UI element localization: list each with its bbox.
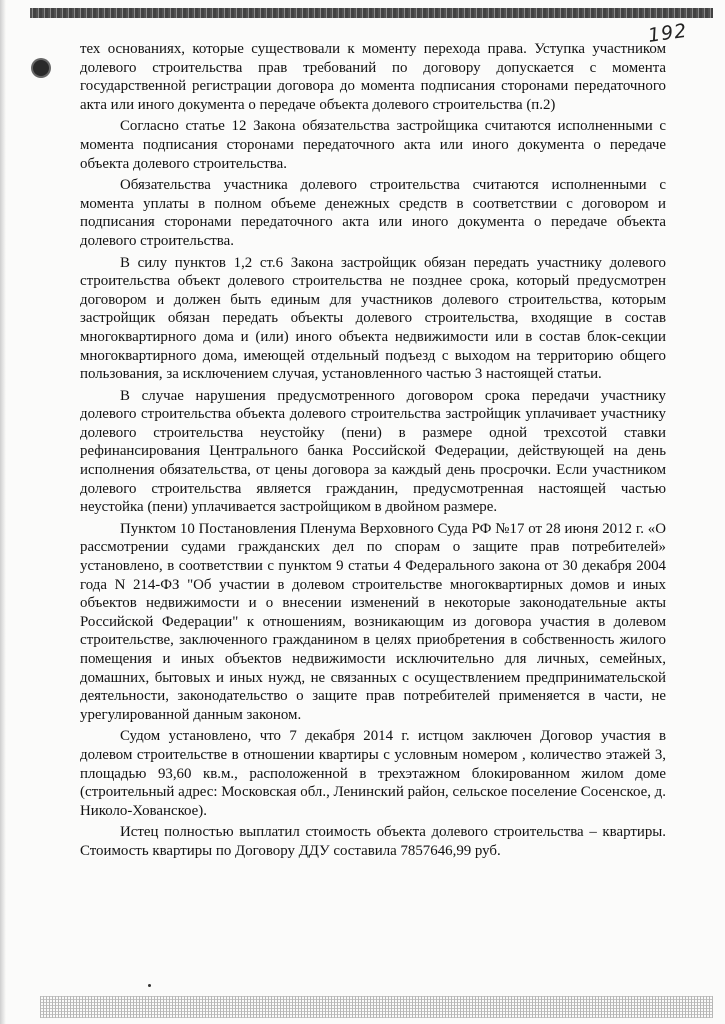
paragraph-continuation: тех основаниях, которые существовали к моменту перехода права. Уступка участником долевого строительства прав требований по договору допускается с момента государственной регистрации договора до момента подписания сторонами передаточного акта или иного документа о передаче объекта долевого строительства (п.2) bbox=[80, 41, 666, 113]
paragraph: Истец полностью выплатил стоимость объекта долевого строительства – квартиры. Стоимость квартиры по Договору ДДУ составила 7857646,99 руб. bbox=[80, 824, 666, 859]
paragraph: Пунктом 10 Постановления Пленума Верховного Суда РФ №17 от 28 июня 2012 г. «О рассмотрении судами гражданских дел по спорам о защите прав потребителей» установлено, в соответствии с пунктом 9 статьи 4 Федерального закона от 30 декабря 2004 года N 214-ФЗ "Об участии в долевом строительстве многоквартирных домов и иных объектов недвижимости и о внесении изменений в некоторые законодательные акты Российской Федерации" к отношениям, возникающим из договора участия в долевом строительстве, заключенного гражданином в целях приобретения в собственность жилого помещения и иных объектов недвижимости исключительно для личных, семейных, домашних, бытовых и иных нужд, не связанных с осуществлением предпринимательской деятельности, законодательство о защите прав потребителей применяется в части, не урегулированной данным законом. bbox=[80, 520, 666, 723]
scan-edge-shadow bbox=[0, 0, 6, 1024]
scan-top-border bbox=[30, 8, 713, 18]
document-body bbox=[80, 40, 666, 861]
paragraph: Согласно статье 12 Закона обязательства застройщика считаются исполненными с момента подписания сторонами передаточного акта или иного документа о передаче объекта долевого строительства. bbox=[80, 118, 666, 172]
handwritten-page-number: 192 bbox=[646, 19, 689, 47]
scan-speck bbox=[148, 984, 151, 987]
paragraph: Обязательства участника долевого строительства считаются исполненными с момента уплаты в полном объеме денежных средств в соответствии с договором и подписания сторонами передаточного акта или иного документа о передаче объекта долевого строительства. bbox=[80, 177, 666, 249]
paragraph: Судом установлено, что 7 декабря 2014 г. истцом заключен Договор участия в долевом строительстве в отношении квартиры с условным номером , количество этажей 3, площадью 93,60 кв.м., расположенной в трехэтажном блокированном жилом доме (строительный адрес: Московская обл., Ленинский район, сельское поселение Сосенское, д. Николо-Хованское). bbox=[80, 728, 666, 819]
scan-bottom-noise bbox=[40, 996, 713, 1018]
paragraph: В силу пунктов 1,2 ст.6 Закона застройщик обязан передать участнику долевого строительства объект долевого строительства не позднее срока, который предусмотрен договором и должен быть единым для участников долевого строительства, которым застройщик обязан передать объекты долевого строительства, входящие в состав многоквартирного дома и (или) иного объекта недвижимости или в состав блок-секции многоквартирного дома, имеющей отдельный подъезд с выходом на территорию общего пользования, за исключением случая, установленного частью 3 настоящей статьи. bbox=[80, 254, 666, 383]
paragraph: В случае нарушения предусмотренного договором срока передачи участнику долевого строительства объекта долевого строительства застройщик уплачивает участнику долевого строительства неустойку (пени) в размере одной трехсотой ставки рефинансирования Центрального банка Российской Федерации, действующей на день исполнения обязательства, от цены договора за каждый день просрочки. Если участником долевого строительства является гражданин, предусмотренная настоящей частью неустойка (пени) уплачивается застройщиком в двойном размере. bbox=[80, 387, 666, 516]
binder-hole bbox=[33, 60, 49, 76]
